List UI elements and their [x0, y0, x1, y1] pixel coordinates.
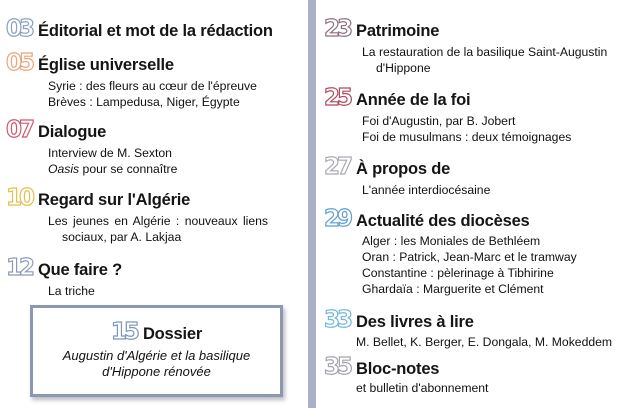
section-line: La restauration de la basilique Saint-Augustin: [362, 45, 608, 59]
section-line: Oran : Patrick, Jean-Marc et le tramway: [362, 250, 577, 264]
page-number: 15: [110, 319, 137, 345]
section-line: Syrie : des fleurs au cœur de l'épreuve: [48, 79, 257, 93]
section-title: Que faire ?: [38, 261, 123, 279]
section-line: L'année interdiocésaine: [362, 183, 491, 197]
toc-entry-bloc-notes[interactable]: [324, 355, 488, 396]
section-title: Regard sur l'Algérie: [38, 191, 191, 209]
page-number: 03: [6, 16, 33, 42]
section-title: Dialogue: [38, 123, 107, 141]
page-number: 25: [324, 85, 351, 111]
section-line: La triche: [48, 284, 95, 298]
section-line: et bulletin d'abonnement: [356, 381, 489, 395]
page-number: 29: [324, 206, 351, 232]
toc-entry-livres[interactable]: [324, 308, 612, 350]
section-line: Constantine : pèlerinage à Tibhirine: [362, 266, 554, 280]
dossier-box[interactable]: [30, 305, 283, 397]
column-separator: [308, 0, 316, 408]
section-title: Bloc-notes: [356, 360, 440, 378]
section-line: sociaux, par A. Lakjaa: [62, 230, 182, 244]
section-title: Année de la foi: [356, 91, 471, 109]
toc-entry-regard-algerie[interactable]: [6, 186, 268, 245]
toc-entry-a-propos[interactable]: [324, 155, 490, 198]
section-line: M. Bellet, K. Berger, E. Dongala, M. Mokeddem: [356, 335, 613, 349]
page-number: 27: [324, 154, 351, 180]
toc-entry-que-faire[interactable]: [6, 256, 122, 299]
section-line: Brèves : Lampedusa, Niger, Égypte: [48, 95, 240, 109]
page-number: 07: [6, 117, 33, 143]
page-number: 23: [324, 16, 351, 42]
oasis-title: Oasis: [48, 162, 80, 176]
page-number: 33: [324, 307, 351, 333]
page-number: 10: [6, 185, 33, 211]
toc-entry-patrimoine[interactable]: [324, 17, 607, 76]
page-number: 05: [6, 50, 33, 76]
page-number: 12: [6, 255, 33, 281]
section-line: Les jeunes en Algérie : nouveaux liens: [48, 214, 269, 228]
section-title: Dossier: [142, 325, 203, 343]
section-title: Des livres à lire: [356, 313, 474, 331]
section-title: Actualité des diocèses: [356, 212, 530, 230]
section-title: Église universelle: [38, 56, 174, 74]
section-line: Alger : les Moniales de Bethléem: [362, 234, 541, 248]
section-title: À propos de: [356, 160, 451, 178]
section-title: Patrimoine: [356, 22, 440, 40]
section-title: Éditorial et mot de la rédaction: [38, 22, 273, 40]
dossier-line: d'Hippone rénovée: [102, 364, 211, 379]
dossier-line: Augustin d'Algérie et la basilique: [62, 348, 251, 363]
toc-entry-annee-foi[interactable]: [324, 86, 571, 145]
section-line: Oasis pour se connaître: [48, 162, 178, 176]
section-line: Ghardaïa : Marguerite et Clément: [362, 282, 544, 296]
section-line: d'Hippone: [376, 61, 431, 75]
section-line: Interview de M. Sexton: [48, 146, 172, 160]
section-line: Foi d'Augustin, par B. Jobert: [362, 114, 516, 128]
page-number: 35: [324, 354, 351, 380]
toc-entry-dialogue[interactable]: [6, 118, 177, 177]
toc-entry-eglise-universelle[interactable]: [6, 51, 257, 110]
section-line: Foi de musulmans : deux témoignages: [362, 130, 572, 144]
toc-entry-actualite-dioceses[interactable]: [324, 207, 577, 297]
toc-entry-editorial[interactable]: [6, 17, 273, 42]
